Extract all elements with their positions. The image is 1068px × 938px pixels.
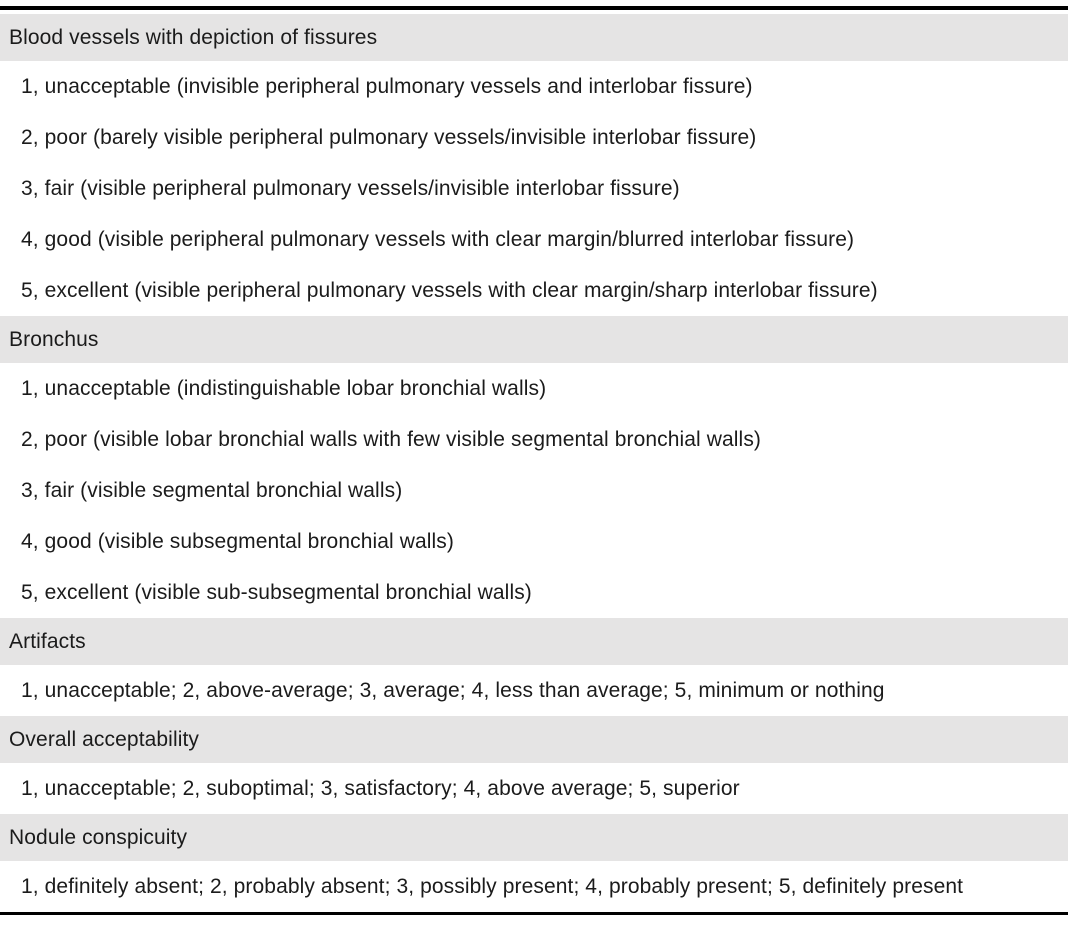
section-header-bronchus: Bronchus: [0, 316, 1068, 363]
scoring-criteria-table: [0, 6, 1068, 915]
scale-item: 3, fair (visible peripheral pulmonary vessels/invisible interlobar fissure): [0, 163, 1068, 214]
scale-item: 1, unacceptable (invisible peripheral pulmonary vessels and interlobar fissure): [0, 61, 1068, 112]
scale-item: 1, unacceptable; 2, suboptimal; 3, satisfactory; 4, above average; 5, superior: [0, 763, 1068, 814]
section-header-artifacts: Artifacts: [0, 618, 1068, 665]
scale-item: 4, good (visible peripheral pulmonary vessels with clear margin/blurred interlobar fissure): [0, 214, 1068, 265]
table-bottom-rule: [0, 912, 1068, 915]
scale-item: 5, excellent (visible peripheral pulmonary vessels with clear margin/sharp interlobar fissure): [0, 265, 1068, 316]
scale-item: 5, excellent (visible sub-subsegmental bronchial walls): [0, 567, 1068, 618]
scale-item: 1, unacceptable (indistinguishable lobar bronchial walls): [0, 363, 1068, 414]
table-top-rule: [0, 6, 1068, 10]
section-header-blood-vessels: Blood vessels with depiction of fissures: [0, 14, 1068, 61]
scale-item: 2, poor (barely visible peripheral pulmonary vessels/invisible interlobar fissure): [0, 112, 1068, 163]
scale-item: 4, good (visible subsegmental bronchial walls): [0, 516, 1068, 567]
section-header-nodule-conspicuity: Nodule conspicuity: [0, 814, 1068, 861]
scale-item: 2, poor (visible lobar bronchial walls with few visible segmental bronchial walls): [0, 414, 1068, 465]
scale-item: 1, unacceptable; 2, above-average; 3, average; 4, less than average; 5, minimum or nothing: [0, 665, 1068, 716]
scale-item: 3, fair (visible segmental bronchial walls): [0, 465, 1068, 516]
section-header-overall-acceptability: Overall acceptability: [0, 716, 1068, 763]
scale-item: 1, definitely absent; 2, probably absent; 3, possibly present; 4, probably present; 5, definitely present: [0, 861, 1068, 912]
